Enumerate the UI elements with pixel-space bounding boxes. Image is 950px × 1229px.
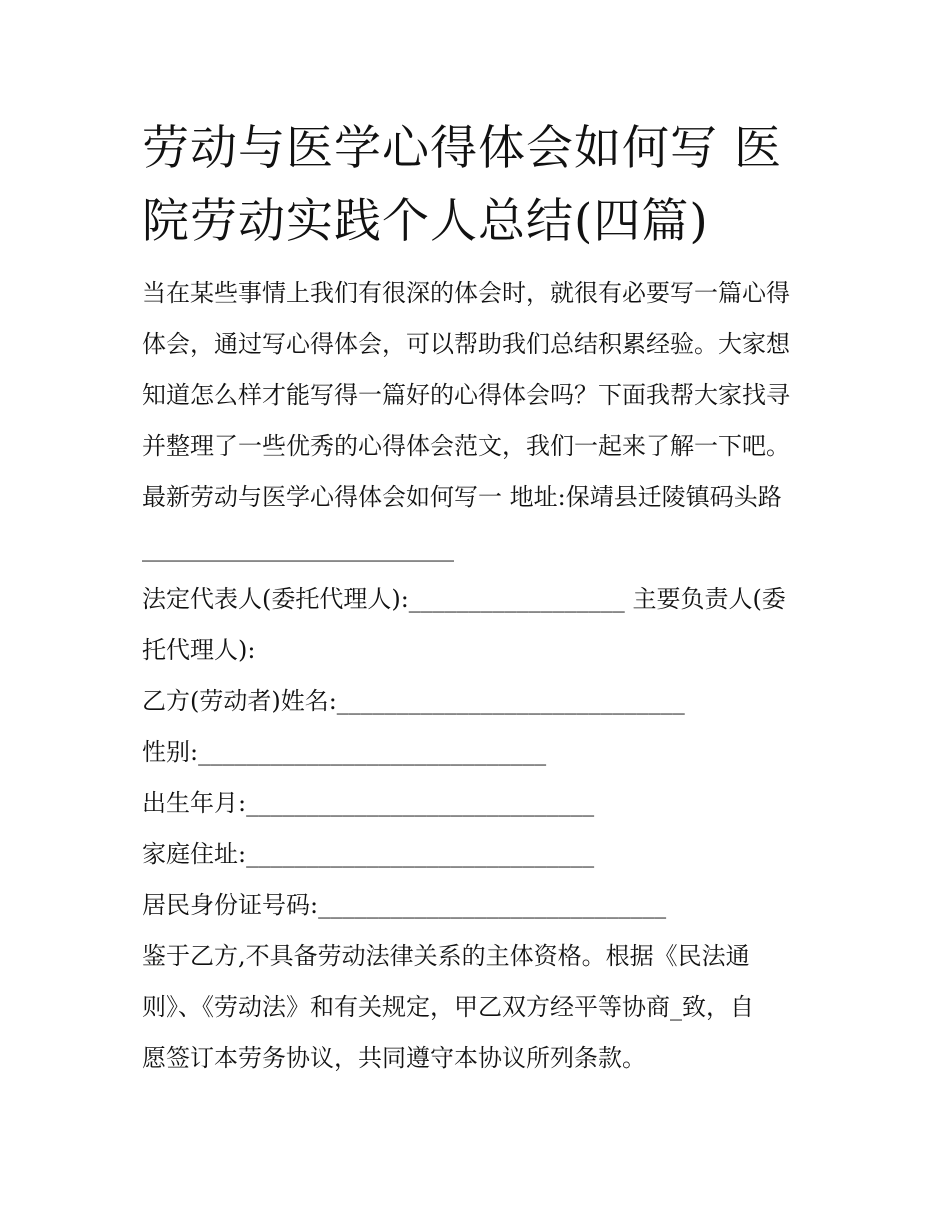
field-legal-representative-cont: 托代理人): bbox=[142, 636, 256, 664]
field-birth-date: 出生年月:_____________________________ bbox=[142, 789, 595, 817]
closing-line: 则》、《劳动法》和有关规定，甲乙双方经平等协商_致，自 bbox=[142, 993, 754, 1021]
intro-line: 并整理了一些优秀的心得体会范文，我们一起来了解一下吧。 bbox=[142, 432, 790, 460]
closing-line: 鉴于乙方,不具备劳动法律关系的主体资格。根据《民法通 bbox=[142, 942, 750, 970]
intro-line: 当在某些事情上我们有很深的体会时，就很有必要写一篇心得 bbox=[142, 279, 790, 307]
field-legal-representative: 法定代表人(委托代理人):__________________ 主要负责人(委 bbox=[142, 585, 786, 613]
address-blank-line: __________________________ bbox=[142, 534, 454, 562]
document-page bbox=[142, 112, 822, 1084]
field-home-address: 家庭住址:_____________________________ bbox=[142, 840, 595, 868]
field-gender: 性别:_____________________________ bbox=[142, 738, 547, 766]
field-worker-name: 乙方(劳动者)姓名:_____________________________ bbox=[142, 687, 685, 715]
closing-paragraph bbox=[142, 931, 822, 1084]
intro-line: 知道怎么样才能写得一篇好的心得体会吗？下面我帮大家找寻 bbox=[142, 381, 790, 409]
intro-paragraph bbox=[142, 268, 822, 523]
form-fields bbox=[142, 574, 822, 931]
intro-line: 最新劳动与医学心得体会如何写一 地址:保靖县迁陵镇码头路 bbox=[142, 483, 782, 511]
field-id-number: 居民身份证号码:_____________________________ bbox=[142, 891, 667, 919]
closing-line: 愿签订本劳务协议，共同遵守本协议所列条款。 bbox=[142, 1044, 646, 1072]
intro-line: 体会，通过写心得体会，可以帮助我们总结积累经验。大家想 bbox=[142, 330, 790, 358]
document-title: 劳动与医学心得体会如何写 医 院劳动实践个人总结(四篇) bbox=[142, 121, 782, 249]
